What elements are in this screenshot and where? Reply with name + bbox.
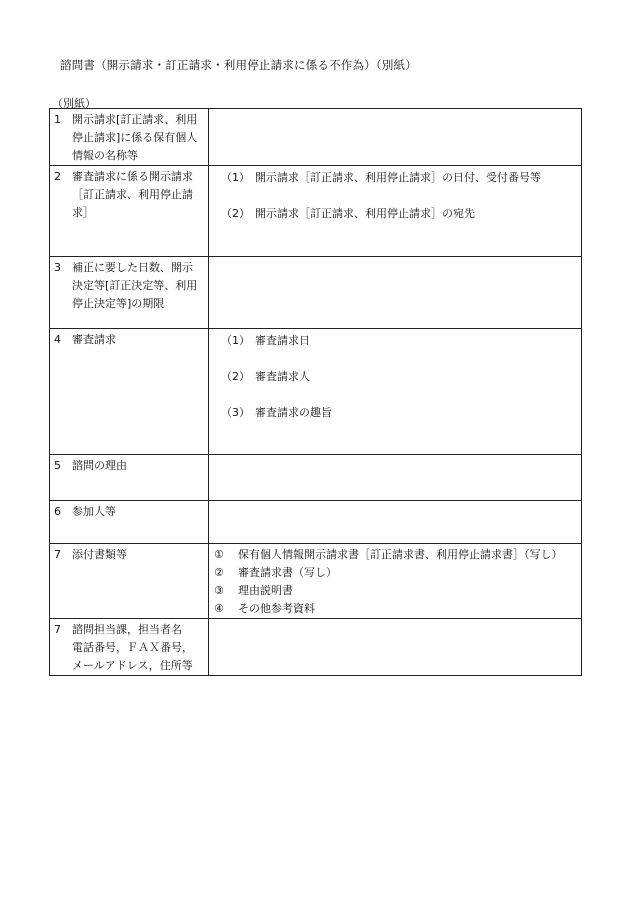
row-label-line: 開示請求[訂正請求、利用 bbox=[72, 113, 198, 126]
row-label-line: 停止決定等]の期限 bbox=[72, 297, 165, 310]
row-label-line: 決定等[訂正決定等、利用 bbox=[72, 279, 198, 292]
list-item: ② 審査請求書（写し） bbox=[214, 566, 337, 579]
consultation-form-table bbox=[49, 108, 582, 676]
row-number: 4 bbox=[54, 333, 61, 346]
row-label-cell bbox=[50, 257, 209, 329]
row-value-cell[interactable] bbox=[209, 455, 582, 501]
row-label-line: 求］ bbox=[72, 206, 94, 219]
list-item: （2） 審査請求人 bbox=[221, 370, 310, 383]
document-title: 諮問書（開示請求・訂正請求・利用停止請求に係る不作為）（別紙） bbox=[60, 58, 417, 72]
row-label-line: ［訂正請求、利用停止請 bbox=[72, 188, 193, 201]
row-number: 7 bbox=[54, 623, 61, 636]
form-row-2 bbox=[50, 166, 582, 257]
form-row-3 bbox=[50, 257, 582, 329]
row-value-cell[interactable] bbox=[209, 109, 582, 166]
row-value-cell[interactable] bbox=[209, 166, 582, 257]
form-row-5 bbox=[50, 455, 582, 501]
row-label-line: 情報の名称等 bbox=[72, 149, 138, 162]
row-label-line: 審査請求に係る開示請求 bbox=[72, 170, 193, 183]
list-item: ③ 理由説明書 bbox=[214, 584, 293, 597]
row-label-line: 電話番号，ＦＡＸ番号， bbox=[72, 641, 193, 654]
form-row-8 bbox=[50, 619, 582, 676]
row-number: 3 bbox=[54, 261, 61, 274]
row-value-cell[interactable] bbox=[209, 257, 582, 329]
list-item: （1） 開示請求［訂正請求、利用停止請求］の日付、受付番号等 bbox=[221, 171, 541, 184]
list-item: （3） 審査請求の趣旨 bbox=[221, 406, 332, 419]
row-label-line: 添付書類等 bbox=[72, 548, 127, 561]
form-row-7 bbox=[50, 544, 582, 619]
row-number: 1 bbox=[54, 113, 61, 126]
row-label-cell bbox=[50, 455, 209, 501]
row-number: 6 bbox=[54, 505, 61, 518]
row-label-line: 補正に要した日数、開示 bbox=[72, 261, 193, 274]
row-number: 5 bbox=[54, 459, 61, 472]
row-label-cell bbox=[50, 109, 209, 166]
row-label-line: 諮問担当課，担当者名 bbox=[72, 623, 182, 636]
list-item: （2） 開示請求［訂正請求、利用停止請求］の宛先 bbox=[221, 207, 475, 220]
list-item: ④ その他参考資料 bbox=[214, 602, 315, 615]
row-label-cell bbox=[50, 166, 209, 257]
form-row-6 bbox=[50, 501, 582, 544]
row-number: 2 bbox=[54, 170, 61, 183]
row-label-line: メールアドレス，住所等 bbox=[72, 659, 193, 672]
row-label-cell bbox=[50, 619, 209, 676]
row-value-cell[interactable] bbox=[209, 619, 582, 676]
form-row-4 bbox=[50, 329, 582, 455]
row-label-line: 諮問の理由 bbox=[72, 459, 127, 472]
row-number: 7 bbox=[54, 548, 61, 561]
row-value-cell[interactable] bbox=[209, 329, 582, 455]
row-value-cell[interactable] bbox=[209, 544, 582, 619]
row-label-line: 審査請求 bbox=[72, 333, 116, 346]
attachment-label: （別紙） bbox=[52, 97, 96, 110]
row-label-cell bbox=[50, 544, 209, 619]
row-label-cell bbox=[50, 329, 209, 455]
row-label-line: 停止請求]に係る保有個人 bbox=[72, 131, 198, 144]
row-label-line: 参加人等 bbox=[72, 505, 116, 518]
row-value-cell[interactable] bbox=[209, 501, 582, 544]
form-row-1 bbox=[50, 109, 582, 166]
row-label-cell bbox=[50, 501, 209, 544]
list-item: ① 保有個人情報開示請求書［訂正請求書、利用停止請求書］（写し） bbox=[214, 548, 563, 561]
list-item: （1） 審査請求日 bbox=[221, 334, 310, 347]
